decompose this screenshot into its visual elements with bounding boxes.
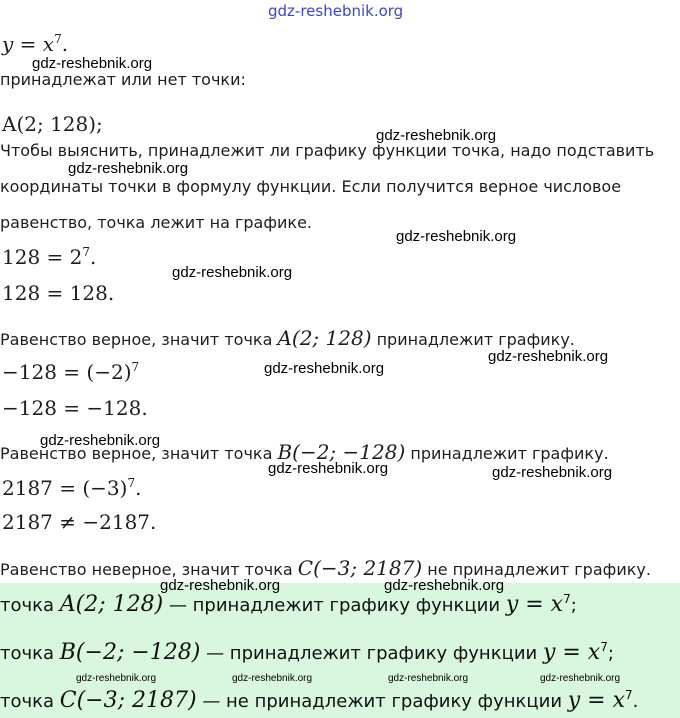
answer-c-word: точка [0, 691, 60, 712]
verdict-c-post: не принадлежит графику. [422, 560, 651, 579]
exponent: 7 [82, 245, 91, 259]
answer-b-point: B(−2; −128) [59, 640, 201, 665]
exponent: 7 [131, 360, 140, 374]
site-link[interactable]: gdz-reshebnik.org [268, 2, 404, 20]
answer-a-point: A(2; 128) [59, 592, 164, 617]
verdict-a-pre: Равенство верное, значит точка [0, 330, 278, 349]
verdict-c-point: C(−3; 2187) [297, 556, 423, 580]
answer-a-word: точка [0, 595, 60, 616]
exponent: 7 [54, 32, 62, 46]
watermark: gdz-reshebnik.org [40, 432, 161, 449]
explain-line-2: координаты точки в формулу функции. Если получится верное числовое [0, 177, 622, 196]
answer-b-end: ; [607, 643, 614, 664]
exponent: 7 [127, 476, 136, 490]
verdict-b-point: B(−2; −128) [277, 440, 406, 464]
equation-a-1-left: 128 = 2 [2, 245, 83, 269]
verdict-b-post: принадлежит графику. [405, 444, 609, 463]
watermark: gdz-reshebnik.org [396, 228, 517, 245]
watermark: gdz-reshebnik.org [68, 160, 189, 177]
verdict-b-pre: Равенство верное, значит точка [0, 444, 278, 463]
answer-line-a [0, 592, 577, 617]
equation-a-1-end: . [90, 245, 97, 269]
equation-b-2: −128 = −128. [2, 396, 148, 420]
verdict-a-post: принадлежит графику. [371, 330, 575, 349]
verdict-a-point: A(2; 128) [277, 326, 372, 350]
exponent: 7 [563, 592, 571, 606]
watermark: gdz-reshebnik.org [76, 673, 157, 684]
watermark: gdz-reshebnik.org [540, 673, 621, 684]
equation-b-1-left: −128 = (−2) [2, 360, 132, 384]
equation-c-2: 2187 ≠ −2187. [2, 510, 157, 534]
answer-c-text: — не принадлежит графику функции [196, 691, 568, 712]
verdict-c [0, 556, 651, 580]
answer-b-function: y = x [542, 640, 601, 665]
answer-c-point: C(−3; 2187) [59, 688, 197, 713]
watermark: gdz-reshebnik.org [264, 360, 385, 377]
watermark: gdz-reshebnik.org [388, 673, 469, 684]
exponent: 7 [600, 640, 608, 654]
answer-b-word: точка [0, 643, 60, 664]
equation-c-1-left: 2187 = (−3) [2, 476, 128, 500]
function-definition: $y = x^7$. [2, 32, 69, 56]
watermark: gdz-reshebnik.org [268, 460, 389, 477]
answer-line-c [0, 688, 638, 713]
answer-a-function: y = x [505, 592, 564, 617]
verdict-c-pre: Равенство неверное, значит точка [0, 560, 298, 579]
answer-a-text: — принадлежит графику функции [163, 595, 506, 616]
answer-c-function: y = x [567, 688, 626, 713]
watermark: gdz-reshebnik.org [488, 348, 609, 365]
answer-line-b [0, 640, 614, 665]
equation-b-1 [2, 360, 139, 384]
verdict-a [0, 326, 575, 350]
answer-b-text: — принадлежит графику функции [200, 643, 543, 664]
equation-a-1 [2, 245, 96, 269]
answer-a-end: ; [570, 595, 577, 616]
watermark: gdz-reshebnik.org [492, 464, 613, 481]
explain-line-1: Чтобы выяснить, принадлежит ли графику функции точка, надо подставить [0, 141, 655, 160]
point-a-line: A(2; 128); [2, 112, 103, 136]
equation-a-2: 128 = 128. [2, 281, 115, 305]
watermark: gdz-reshebnik.org [160, 577, 281, 594]
watermark: gdz-reshebnik.org [32, 55, 153, 72]
equation-c-1 [2, 476, 141, 500]
explain-line-3: равенство, точка лежит на графике. [0, 213, 312, 232]
watermark: gdz-reshebnik.org [384, 577, 505, 594]
question-text: принадлежат или нет точки: [0, 70, 246, 89]
watermark: gdz-reshebnik.org [376, 127, 497, 144]
answer-c-end: . [632, 691, 639, 712]
function-text: y = x [2, 32, 55, 56]
exponent: 7 [625, 688, 633, 702]
watermark: gdz-reshebnik.org [172, 264, 293, 281]
watermark: gdz-reshebnik.org [232, 673, 313, 684]
equation-c-1-end: . [135, 476, 142, 500]
